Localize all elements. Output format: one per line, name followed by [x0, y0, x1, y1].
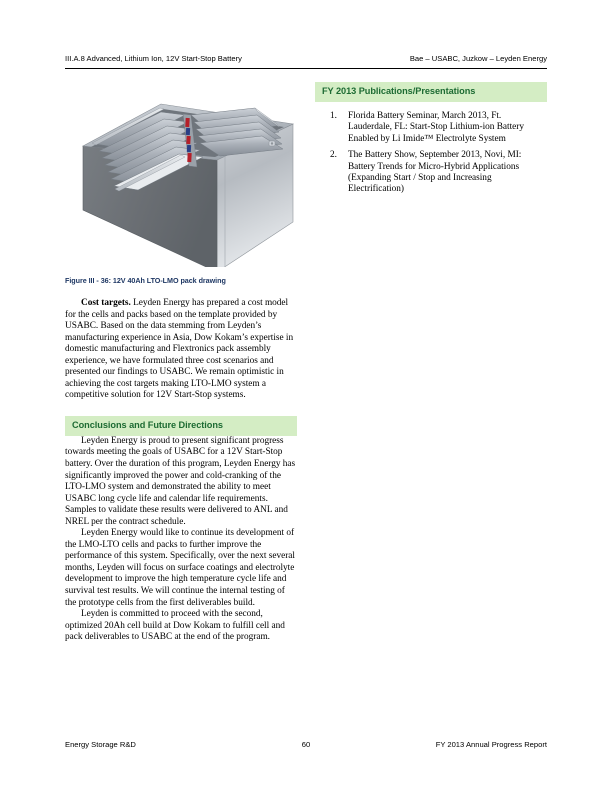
battery-pack-illustration — [65, 82, 297, 267]
page-header — [65, 52, 547, 69]
list-item-number: 1. — [330, 111, 337, 121]
cost-targets-text: Leyden Energy has prepared a cost model for the cells and packs based on the template provided by USABC. Based on the data stemming from Leyden’s manufacturing experience in Asia, Dow Kokam’s expertise in domestic manufacturing and Flextronics pack assembly experience, we have formulated three cost scenarios and presented our findings to USABC. We remain optimistic in achieving the cost targets making LTO-LMO system a competitive solution for 12V Start-Stop systems. — [65, 298, 294, 401]
footer-page-number: 60 — [301, 740, 311, 749]
page-footer — [65, 738, 547, 752]
footer-report-title: FY 2013 Annual Progress Report — [435, 740, 547, 749]
list-item-text: Florida Battery Seminar, March 2013, Ft. Lauderdale, FL: Start-Stop Lithium-ion Battery Enabled by Li Imide™ Electrolyte System — [348, 111, 524, 144]
paragraph-conclusions-1: Leyden Energy is proud to present significant progress towards meeting the goals of USABC for a 12V Start-Stop battery. Over the duration of this program, Leyden Energy has significantly improved the power and cold-cranking of the LTO-LMO system and demonstrated the ability to meet USABC long cycle life and calendar life requirements. Samples to validate these results were delivered to ANL and NREL per the contract schedule. — [65, 435, 296, 527]
header-section-title: III.A.8 Advanced, Lithium Ion, 12V Start-Stop Battery — [65, 54, 242, 63]
paragraph-cost-targets — [65, 298, 297, 402]
paragraph-conclusions-3: Leyden is committed to proceed with the second, optimized 20Ah cell build at Dow Kokam to fulfill cell and pack deliverables to USABC at the end of the program. — [65, 609, 285, 643]
paragraph-conclusions-2: Leyden Energy would like to continue its development of the LMO-LTO cells and packs to further improve the performance of this system. Specifically, over the next several months, Leyden will focus on surface coatings and electrolyte development to improve the high temperature cycle life and survival test results. We will continue the internal testing of the prototype cells from the first deliverables build. — [65, 528, 295, 608]
section-heading-conclusions: Conclusions and Future Directions — [65, 416, 297, 436]
side-connector — [269, 141, 275, 146]
list-item-text: The Battery Show, September 2013, Novi, MI: Battery Trends for Micro-Hybrid Applications (Expanding Start / Stop and Increasing Electrification) — [348, 150, 522, 195]
list-item — [315, 111, 547, 145]
footer-program-name: Energy Storage R&D — [65, 740, 136, 749]
header-authors: Bae – USABC, Juzkow – Leyden Energy — [409, 54, 547, 63]
figure-battery-pack — [65, 82, 297, 267]
section-heading-publications: FY 2013 Publications/Presentations — [315, 82, 547, 102]
publications-list — [315, 111, 547, 196]
list-item-number: 2. — [330, 150, 337, 161]
cost-targets-lead-in: Cost targets. — [81, 298, 131, 308]
list-item — [315, 150, 547, 196]
right-column — [315, 82, 547, 201]
left-column — [65, 82, 297, 644]
figure-caption: Figure III - 36: 12V 40Ah LTO-LMO pack drawing — [65, 276, 226, 285]
